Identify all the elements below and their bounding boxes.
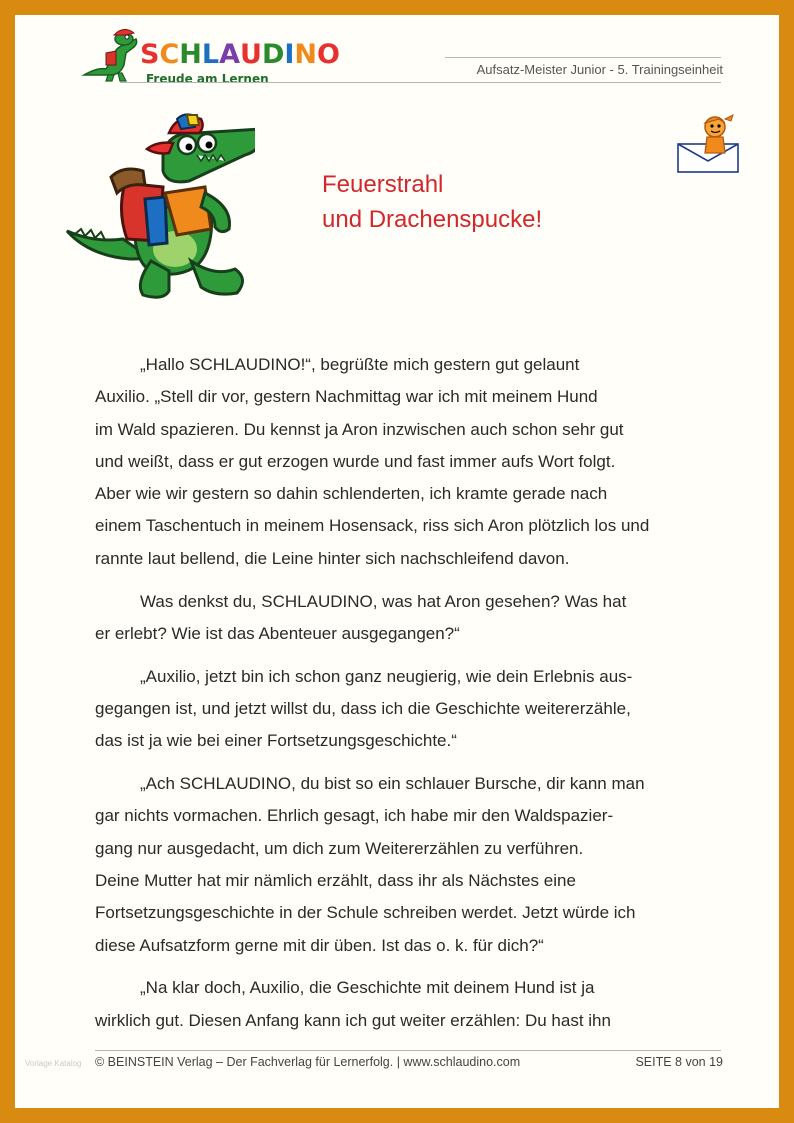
text-line: „Auxilio, jetzt bin ich schon ganz neugierig, wie dein Erlebnis aus- xyxy=(140,666,633,686)
schlaudino-logo[interactable] xyxy=(80,25,340,95)
text-line: „Hallo SCHLAUDINO!“, begrüßte mich gestern gut gelaunt xyxy=(140,355,580,374)
title-line-2: und Drachenspucke! xyxy=(322,206,543,233)
brand-letter: I xyxy=(284,39,295,70)
text-line: und weißt, dass er gut erzogen wurde und fast immer aufs Wort folgt. xyxy=(95,451,616,471)
footer-divider xyxy=(95,1050,721,1051)
paragraph xyxy=(95,768,695,962)
text-line: Aber wie wir gestern so dahin schlenderten, ich kramte gerade nach xyxy=(95,484,608,504)
header-divider-top xyxy=(445,57,721,58)
text-line: Deine Mutter hat mir nämlich erzählt, dass ihr als Nächstes eine xyxy=(95,870,576,890)
story-text xyxy=(95,349,695,1047)
text-line: rannte laut bellend, die Leine hinter sich nachschleifend davon. xyxy=(95,548,570,568)
text-line: Auxilio. „Stell dir vor, gestern Nachmittag war ich mit meinem Hund xyxy=(95,387,598,407)
brand-letter: L xyxy=(201,39,220,70)
paragraph xyxy=(95,972,695,1037)
brand-tagline: Freude am Lernen xyxy=(146,72,269,86)
text-line: „Na klar doch, Auxilio, die Geschichte mit deinem Hund ist ja xyxy=(140,978,595,998)
crocodile-logo-icon xyxy=(80,25,140,83)
paragraph xyxy=(95,586,695,651)
brand-letter: S xyxy=(140,39,160,70)
brand-letter: O xyxy=(317,39,340,70)
brand-name xyxy=(140,39,340,70)
text-line: gar nichts vormachen. Ehrlich gesagt, ich habe mir den Waldspazier- xyxy=(95,806,614,826)
text-line: Was denkst du, SCHLAUDINO, was hat Aron gesehen? Was hat xyxy=(140,591,627,611)
footer-page-number: SEITE 8 von 19 xyxy=(635,1055,723,1069)
header-divider-bottom xyxy=(120,82,721,83)
mail-boy-icon xyxy=(675,111,741,177)
page-title xyxy=(322,167,542,237)
paragraph xyxy=(95,661,695,758)
text-line: „Ach SCHLAUDINO, du bist so ein schlauer Bursche, dir kann man xyxy=(140,774,645,794)
brand-letter: H xyxy=(179,39,202,70)
document-page xyxy=(15,15,779,1108)
text-line: Fortsetzungsgeschichte in der Schule schreiben werdet. Jetzt würde ich xyxy=(95,903,636,923)
watermark: Vorlage Katalog xyxy=(25,1059,82,1068)
title-line-1: Feuerstrahl xyxy=(322,171,444,198)
paragraph xyxy=(95,349,695,575)
header-subtitle: Aufsatz-Meister Junior - 5. Trainingseinheit xyxy=(476,62,723,77)
footer-copyright: © BEINSTEIN Verlag – Der Fachverlag für Lernerfolg. | www.schlaudino.com xyxy=(95,1055,521,1069)
text-line: er erlebt? Wie ist das Abenteuer ausgegangen?“ xyxy=(95,623,460,643)
brand-letter: D xyxy=(261,39,285,70)
text-line: im Wald spazieren. Du kennst ja Aron inzwischen auch schon sehr gut xyxy=(95,419,624,439)
brand-letter: C xyxy=(159,39,180,70)
text-line: das ist ja wie bei einer Fortsetzungsgeschichte.“ xyxy=(95,731,457,751)
text-line: wirklich gut. Diesen Anfang kann ich gut weiter erzählen: Du hast ihn xyxy=(95,1010,611,1030)
crocodile-mascot-illustration xyxy=(65,111,255,303)
text-line: gang nur ausgedacht, um dich zum Weitererzählen zu verführen. xyxy=(95,838,584,858)
text-line: einem Taschentuch in meinem Hosensack, riss sich Aron plötzlich los und xyxy=(95,516,650,536)
text-line: gegangen ist, und jetzt willst du, dass ich die Geschichte weitererzähle, xyxy=(95,698,631,718)
brand-letter: N xyxy=(294,39,318,70)
brand-letter: A xyxy=(219,39,241,70)
text-line: diese Aufsatzform gerne mit dir üben. Ist das o. k. für dich?“ xyxy=(95,935,544,955)
brand-letter: U xyxy=(240,39,262,70)
